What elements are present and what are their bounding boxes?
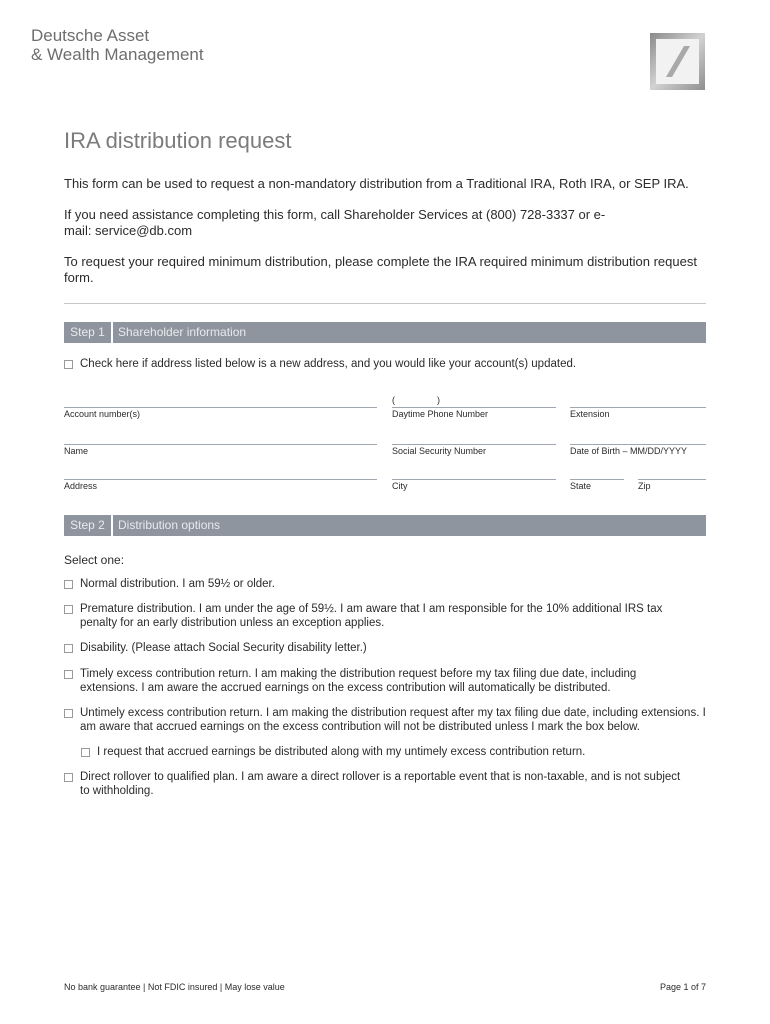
ssn-field[interactable]	[392, 444, 556, 445]
direct-rollover-label: Direct rollover to qualified plan. I am aware a direct rollover is a reportable event that is non-taxable, and is not subject to withholding.	[80, 771, 681, 797]
extension-field[interactable]	[570, 407, 706, 408]
state-field[interactable]	[570, 479, 624, 480]
disability-label: Disability. (Please attach Social Security disability letter.)	[80, 642, 367, 654]
untimely-excess-checkbox[interactable]	[64, 709, 73, 718]
divider	[64, 303, 706, 304]
phone-area-open-paren: (	[392, 395, 395, 405]
untimely-excess-label: Untimely excess contribution return. I am making the distribution request after my tax filing due date, including extensions. I am aware that accrued earnings on the excess contribution will not be distributed unless I mark the box below.	[80, 707, 706, 733]
deutsche-bank-logo-icon	[650, 33, 705, 90]
brand-name	[31, 26, 204, 64]
step1-header	[64, 322, 706, 343]
premature-distribution-checkbox[interactable]	[64, 605, 73, 614]
extension-label: Extension	[570, 409, 610, 419]
new-address-checkbox-label: Check here if address listed below is a new address, and you would like your account(s) updated.	[80, 358, 577, 370]
city-field[interactable]	[392, 479, 556, 480]
name-label: Name	[64, 446, 89, 456]
account-number-field[interactable]	[64, 407, 377, 408]
page-title: IRA distribution request	[64, 128, 292, 153]
new-address-checkbox[interactable]	[64, 360, 73, 369]
daytime-phone-field[interactable]	[392, 407, 556, 408]
step1-title: Shareholder information	[118, 325, 247, 339]
footer-disclaimer: No bank guarantee | Not FDIC insured | May lose value	[64, 982, 285, 992]
normal-distribution-checkbox[interactable]	[64, 580, 73, 589]
step2-number: Step 2	[70, 518, 105, 532]
timely-excess-label: Timely excess contribution return. I am making the distribution request before my tax filing due date, including extensions. I am aware the accrued earnings on the excess contribution will automatically be distributed.	[80, 668, 637, 694]
zip-label: Zip	[638, 481, 651, 491]
step1-separator	[111, 322, 113, 343]
step2-separator	[111, 515, 113, 536]
date-of-birth-field[interactable]	[570, 444, 706, 445]
normal-distribution-label: Normal distribution. I am 59½ or older.	[80, 578, 275, 590]
disability-checkbox[interactable]	[64, 644, 73, 653]
accrued-earnings-label: I request that accrued earnings be distributed along with my untimely excess contribution return.	[97, 746, 586, 758]
address-field[interactable]	[64, 479, 377, 480]
select-one-label: Select one:	[64, 553, 125, 567]
premature-distribution-label: Premature distribution. I am under the age of 59½. I am aware that I am responsible for the 10% additional IRS tax penalty for an early distribution unless an exception applies.	[80, 603, 663, 629]
intro-paragraph-1: This form can be used to request a non-mandatory distribution from a Traditional IRA, Roth IRA, or SEP IRA.	[64, 176, 689, 191]
page-number: Page 1 of 7	[659, 982, 706, 992]
zip-field[interactable]	[638, 479, 706, 480]
account-number-label: Account number(s)	[64, 409, 141, 419]
timely-excess-checkbox[interactable]	[64, 670, 73, 679]
phone-area-close-paren: )	[437, 395, 440, 405]
state-label: State	[570, 481, 592, 491]
step2-title: Distribution options	[118, 518, 221, 532]
date-of-birth-label: Date of Birth – MM/DD/YYYY	[570, 446, 688, 456]
address-label: Address	[64, 481, 98, 491]
name-field[interactable]	[64, 444, 377, 445]
brand-line-1: Deutsche Asset	[31, 26, 150, 45]
city-label: City	[392, 481, 408, 491]
direct-rollover-checkbox[interactable]	[64, 773, 73, 782]
step1-number: Step 1	[70, 325, 105, 339]
intro-paragraph-3: To request your required minimum distribution, please complete the IRA required minimum distribution request form.	[64, 254, 697, 285]
brand-line-2: & Wealth Management	[31, 45, 204, 64]
intro-paragraph-2: If you need assistance completing this form, call Shareholder Services at (800) 728-3337 or e-mail: service@db.com	[64, 207, 606, 238]
step2-header	[64, 515, 706, 536]
ssn-label: Social Security Number	[392, 446, 487, 456]
accrued-earnings-checkbox[interactable]	[81, 748, 90, 757]
daytime-phone-label: Daytime Phone Number	[392, 409, 489, 419]
